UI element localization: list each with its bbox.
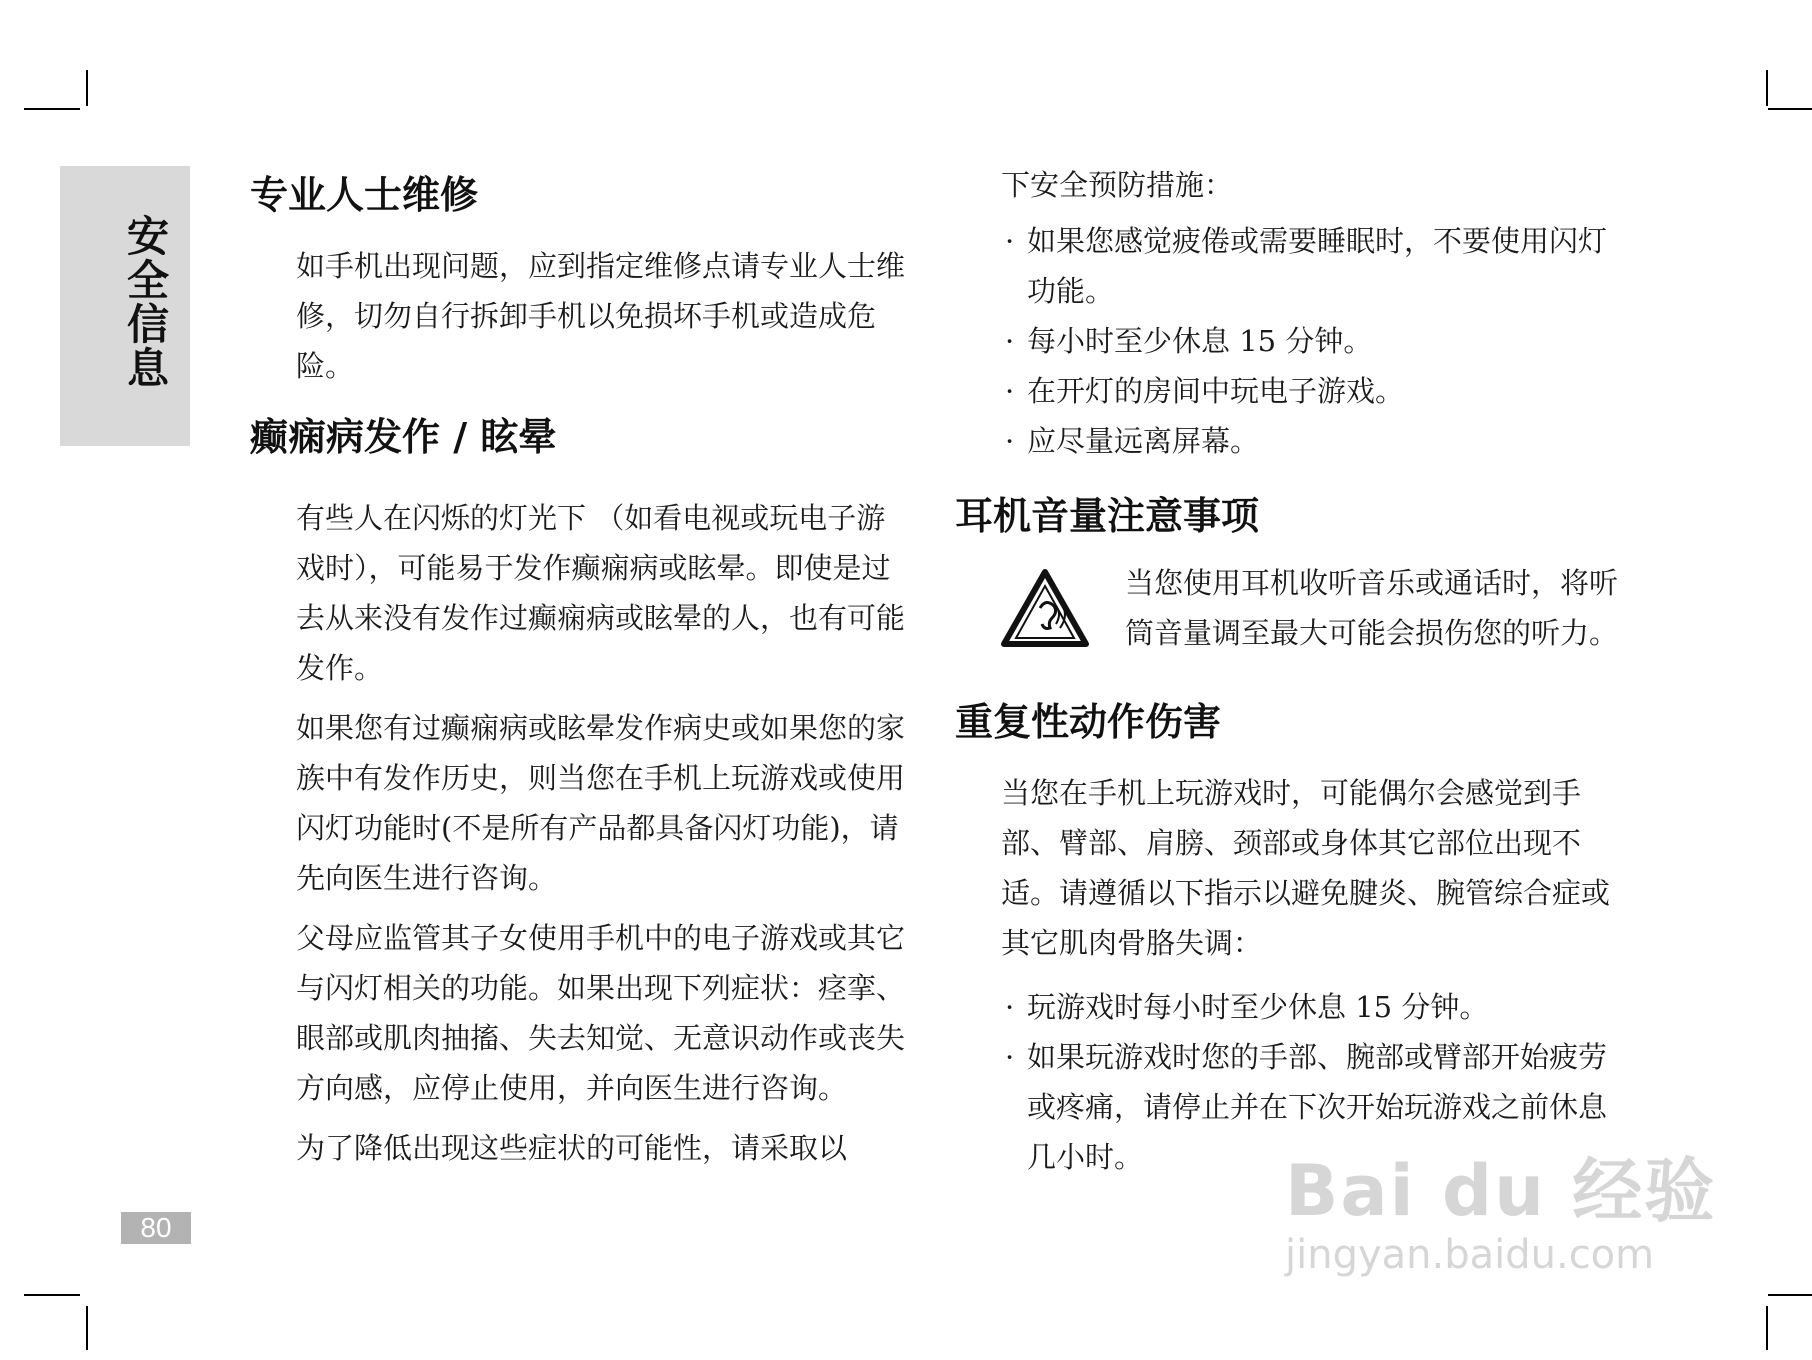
rsi-body: 当您在手机上玩游戏时，可能偶尔会感觉到手部、臂部、肩膀、颈部或身体其它部位出现不适。请遵循以下指示以避免腱炎、腕管综合症或其它肌肉骨胳失调： [1001,776,1611,960]
baidu-watermark [1285,1135,1716,1278]
list-item: · 应尽量远离屏幕。 [1001,416,1625,466]
headphone-warning [955,558,1625,658]
crop-mark [24,1294,80,1296]
precaution-list [955,216,1625,466]
heading-pro-repair: 专业人士维修 [250,173,479,217]
list-item: · 如果您感觉疲倦或需要睡眠时，不要使用闪灯功能。 [1001,216,1625,316]
section-tab-label: 安全信息 [121,214,170,390]
pro-repair-body: 如手机出现问题，应到指定维修点请专业人士维修，切勿自行拆卸手机以免损坏手机或造成危险。 [296,249,906,383]
crop-mark [1766,70,1768,106]
watermark-url: jingyan.baidu.com [1285,1232,1655,1278]
epilepsy-paragraph-1: 有些人在闪烁的灯光下 （如看电视或玩电子游戏时），可能易于发作癫痫病或眩晕。即使是过去从来没有发作过癫痫病或眩晕的人，也有可能发作。 [296,501,906,685]
crop-mark [86,1306,88,1350]
continuation-text: 下安全预防措施： [1001,168,1234,202]
watermark-logo: Bai du 经验 [1285,1150,1717,1232]
crop-mark [1766,1306,1768,1350]
list-item: · 每小时至少休息 15 分钟。 [1001,316,1625,366]
heading-headphone: 耳机音量注意事项 [955,494,1260,538]
crop-mark [86,70,88,106]
hearing-warning-icon [1000,568,1090,648]
epilepsy-paragraph-2: 如果您有过癫痫病或眩晕发作病史或如果您的家族中有发作历史，则当您在手机上玩游戏或使用闪灯功能时(不是所有产品都具备闪灯功能)，请先向医生进行咨询。 [296,711,906,895]
epilepsy-paragraph-3: 父母应监管其子女使用手机中的电子游戏或其它与闪灯相关的功能。如果出现下列症状：痉挛、眼部或肌肉抽搐、失去知觉、无意识动作或丧失方向感，应停止使用，并向医生进行咨询。 [296,921,906,1105]
list-item: · 玩游戏时每小时至少休息 15 分钟。 [1001,982,1625,1032]
crop-mark [1768,108,1812,110]
heading-epilepsy: 癫痫病发作 / 眩晕 [250,415,557,459]
crop-mark [24,108,80,110]
headphone-warning-text: 当您使用耳机收听音乐或通话时，将听筒音量调至最大可能会损伤您的听力。 [1125,566,1619,650]
crop-mark [1768,1294,1812,1296]
heading-rsi: 重复性动作伤害 [955,700,1222,744]
epilepsy-paragraph-4: 为了降低出现这些症状的可能性，请采取以 [296,1131,848,1165]
list-item: · 如果玩游戏时您的手部、腕部或臂部开始疲劳或疼痛，请停止并在下次开始玩游戏之前休息几小时。 [1001,1032,1625,1182]
left-column [250,165,910,1173]
page-number: 80 [121,1212,191,1244]
list-item: · 在开灯的房间中玩电子游戏。 [1001,366,1625,416]
right-column [955,160,1625,1182]
